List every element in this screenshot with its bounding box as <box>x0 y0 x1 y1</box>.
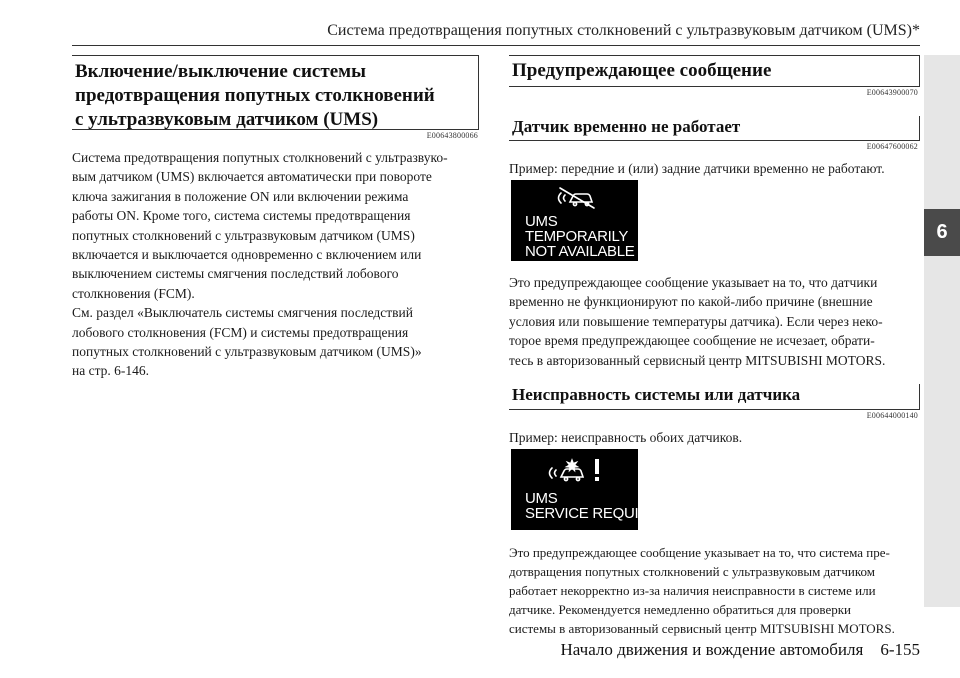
left-body-line: работы ON. Кроме того, система системы предотвращения <box>72 208 411 224</box>
left-body-line: попутных столкновений с ультразвуковым датчиком (UMS) <box>72 227 415 243</box>
sub1-intro: Пример: передние и (или) задние датчики временно не работают. <box>509 161 885 176</box>
left-title-line-1: Включение/выключение системы <box>75 61 366 82</box>
sub2-title: Неисправность системы или датчика <box>512 385 801 404</box>
right-section-title: Предупреждающее сообщение <box>512 60 772 81</box>
sub1-body-line: торое время предупреждающее сообщение не исчезает, обрати- <box>509 333 875 349</box>
sub2-body-line: системы в авторизованный сервисный центр MITSUBISHI MOTORS. <box>509 621 895 636</box>
left-title-line-2: предотвращения попутных столкновений <box>75 85 435 106</box>
sub2-body-line: Это предупреждающее сообщение указывает на то, что система пре- <box>509 545 890 560</box>
left-body-text <box>72 148 478 381</box>
left-body-line: попутных столкновений с ультразвуковым датчиком (UMS)» <box>72 344 422 360</box>
sub1-body-line: условия или повышение температуры датчика). Если через неко- <box>509 313 883 329</box>
right-section-title-box <box>509 55 920 87</box>
sub1-title-box <box>509 116 920 140</box>
header-rule <box>72 45 920 46</box>
left-body-line: вым датчиком (UMS) включается автоматически при повороте <box>72 169 432 185</box>
sub1-code-rule <box>509 140 920 141</box>
chapter-tab-strip <box>924 55 960 607</box>
left-body-line: ключа зажигания в положение ON или включении режима <box>72 188 409 204</box>
sub1-code: E00647600062 <box>866 142 918 151</box>
display-temporarily-unavailable <box>511 180 638 261</box>
sub2-code: E00644000140 <box>866 411 918 420</box>
sub2-code-rule <box>509 409 920 410</box>
left-title-line-3: с ультразвуковым датчиком (UMS) <box>75 109 379 130</box>
right-section-code-rule <box>509 86 920 87</box>
left-body-line: См. раздел «Выключатель системы смягчения последствий <box>72 305 414 321</box>
left-section-title-box <box>72 55 479 130</box>
sub2-title-box <box>509 384 920 409</box>
page-footer: Начало движения и вождение автомобиля 6-155 <box>560 640 920 659</box>
sub2-body-line: дотвращения попутных столкновений с ультразвуковым датчиком <box>509 564 875 579</box>
left-body-line: Система предотвращения попутных столкновений с ультразвуко- <box>72 150 448 165</box>
sub1-body-line: Это предупреждающее сообщение указывает на то, что датчики <box>509 275 878 290</box>
sub2-intro: Пример: неисправность обоих датчиков. <box>509 430 743 445</box>
chapter-tab-6[interactable]: 6 <box>924 209 960 256</box>
sub2-body-line: датчике. Рекомендуется немедленно обратиться для проверки <box>509 602 852 617</box>
display-service-required <box>511 449 670 530</box>
system-fault-icon <box>545 457 605 483</box>
display2-line-2: SERVICE REQUIRED <box>525 505 670 522</box>
display1-line-3: NOT AVAILABLE <box>525 243 635 260</box>
left-body-line: на стр. 6-146. <box>72 363 150 379</box>
left-body-line: лобового столкновения (FCM) и системы предотвращения <box>72 324 409 340</box>
left-body-line: включается и выключается одновременно с включением или <box>72 247 422 263</box>
sub2-body-line: работает некорректно из-за наличия неисправности в системе или <box>509 583 876 598</box>
right-section-code: E00643900070 <box>866 88 918 97</box>
sub1-body-line: временно не функционируют по какой-либо причине (внешние <box>509 294 873 310</box>
sub1-body-text <box>509 273 919 370</box>
display1-line-2: TEMPORARILY <box>525 228 629 245</box>
sensor-warning-icon <box>554 186 600 210</box>
left-body-line: столкновения (FCM). <box>72 285 195 301</box>
sub1-body-line: тесь в авторизованный сервисный центр MITSUBISHI MOTORS. <box>509 352 886 368</box>
sub1-title: Датчик временно не работает <box>512 117 741 136</box>
display2-line-1: UMS <box>525 490 558 507</box>
left-code-rule <box>72 129 479 130</box>
display1-line-1: UMS <box>525 213 558 230</box>
sub2-body-text <box>509 543 919 638</box>
page-header-title: Система предотвращения попутных столкновений с ультразвуковым датчиком (UMS)* <box>327 22 920 39</box>
left-doc-code: E00643800066 <box>426 131 478 140</box>
left-body-line: выключением системы смягчения последствий лобового <box>72 266 399 282</box>
